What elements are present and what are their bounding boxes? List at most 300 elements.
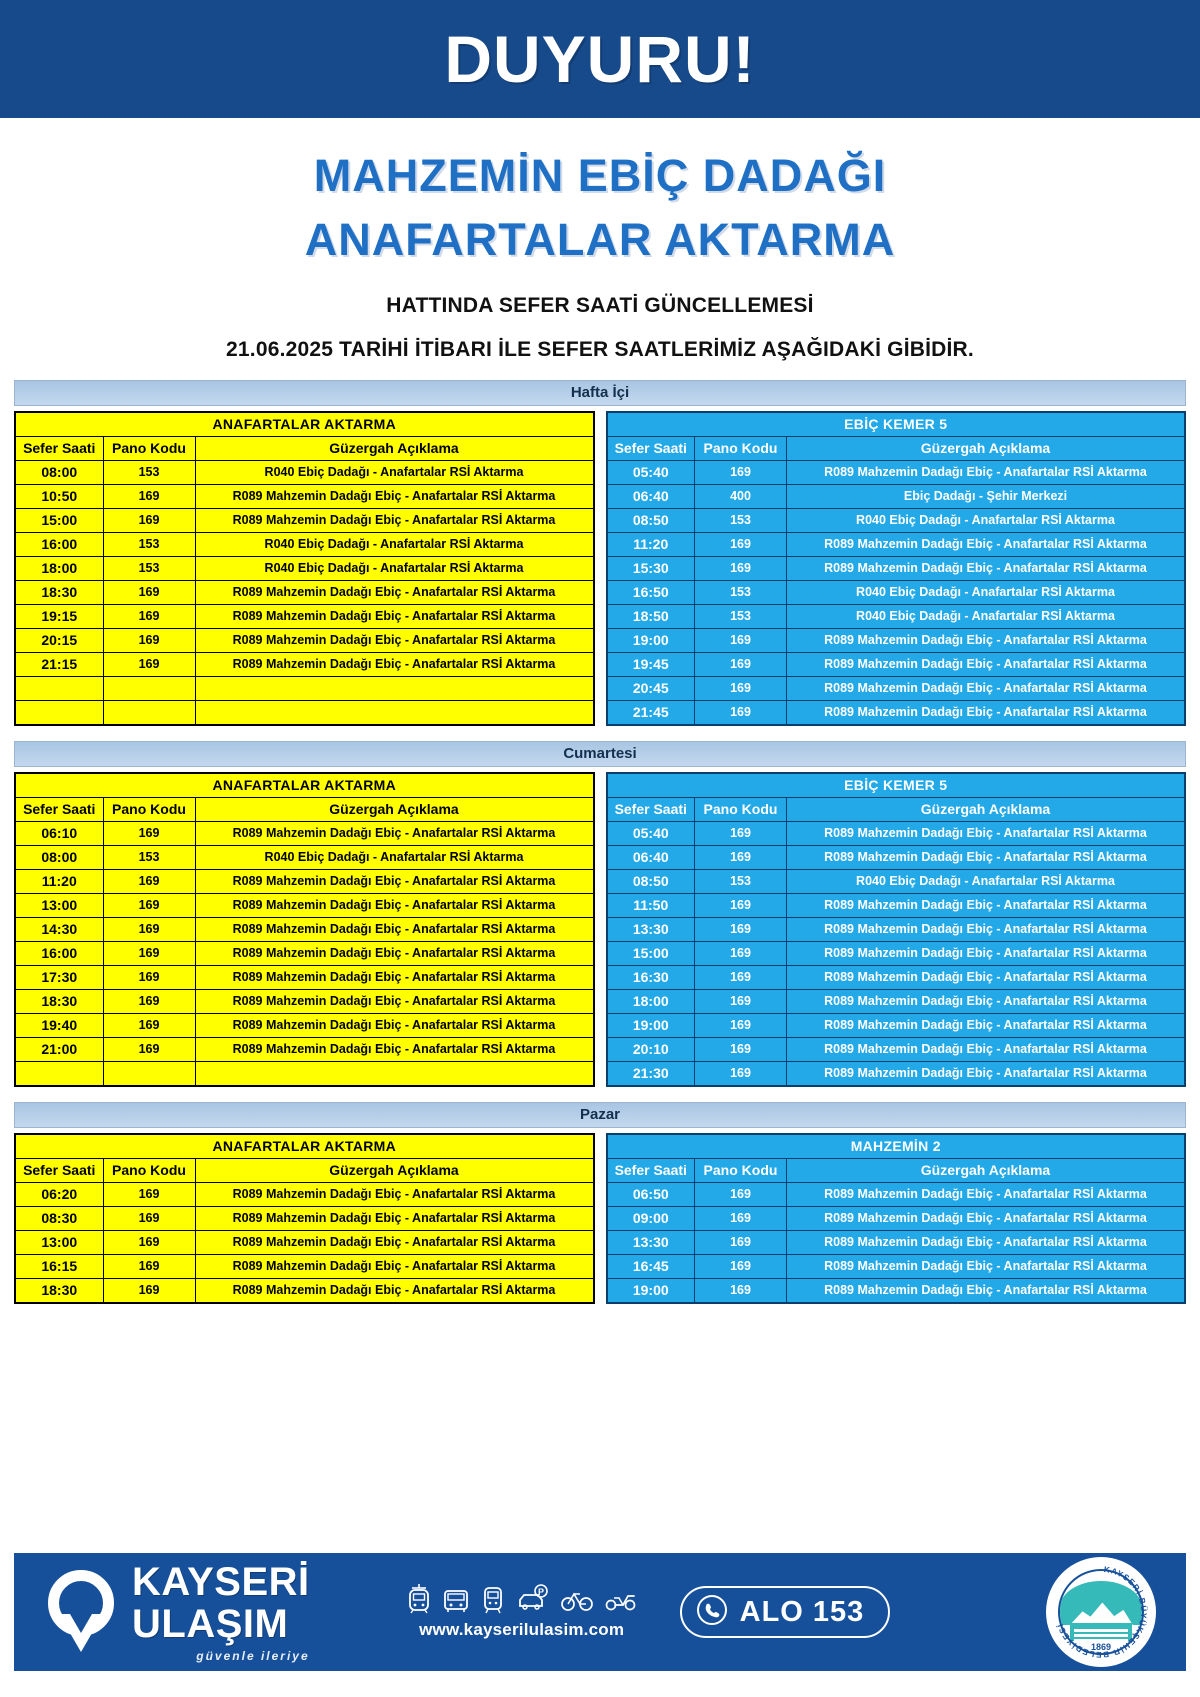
table-row [15, 652, 594, 676]
cell-departure-time: 17:30 [15, 965, 103, 989]
table-row [607, 917, 1186, 941]
cell-panel-code: 169 [695, 1254, 787, 1278]
day-header: Cumartesi [14, 741, 1186, 767]
cell-panel-code: 169 [695, 556, 787, 580]
table-row [607, 460, 1186, 484]
cell-departure-time: 19:00 [607, 1278, 695, 1303]
cell-panel-code: 169 [695, 460, 787, 484]
cell-route-description [195, 1061, 594, 1086]
cell-panel-code: 169 [695, 628, 787, 652]
cell-route-description: R089 Mahzemin Dadağı Ebiç - Anafartalar RSİ Aktarma [787, 1013, 1186, 1037]
route-title-line-2: ANAFARTALAR AKTARMA [304, 213, 896, 265]
table-row [15, 1013, 594, 1037]
table-row [607, 628, 1186, 652]
column-header-desc: Güzergah Açıklama [787, 436, 1186, 460]
schedule-table-right [606, 1133, 1187, 1304]
cell-panel-code: 169 [103, 821, 195, 845]
column-header-desc: Güzergah Açıklama [195, 1158, 594, 1182]
cell-departure-time: 06:20 [15, 1182, 103, 1206]
table-row [607, 869, 1186, 893]
route-title-line-1: MAHZEMİN EBİÇ DADAĞI [313, 150, 887, 201]
group-title: ANAFARTALAR AKTARMA [15, 1134, 594, 1159]
cell-panel-code: 169 [103, 580, 195, 604]
cell-route-description: R089 Mahzemin Dadağı Ebiç - Anafartalar RSİ Aktarma [787, 1254, 1186, 1278]
cell-departure-time: 21:30 [607, 1061, 695, 1086]
cell-departure-time: 11:20 [607, 532, 695, 556]
cell-panel-code: 169 [103, 628, 195, 652]
cell-departure-time: 11:20 [15, 869, 103, 893]
table-row [607, 1061, 1186, 1086]
table-row [15, 700, 594, 725]
column-header-desc: Güzergah Açıklama [787, 1158, 1186, 1182]
cell-route-description: R089 Mahzemin Dadağı Ebiç - Anafartalar RSİ Aktarma [787, 1230, 1186, 1254]
table-row [607, 580, 1186, 604]
cell-departure-time: 19:40 [15, 1013, 103, 1037]
cell-panel-code: 153 [103, 460, 195, 484]
cell-panel-code: 169 [695, 532, 787, 556]
cell-departure-time: 21:15 [15, 652, 103, 676]
cell-departure-time: 05:40 [607, 460, 695, 484]
cell-panel-code: 169 [695, 941, 787, 965]
cell-panel-code: 169 [103, 1278, 195, 1303]
cell-panel-code: 169 [695, 1278, 787, 1303]
cell-departure-time: 14:30 [15, 917, 103, 941]
kayseri-municipality-seal [1046, 1557, 1156, 1667]
table-row [15, 508, 594, 532]
svg-text:P: P [537, 1587, 544, 1597]
group-title-row [607, 773, 1186, 798]
column-header-row [15, 1158, 594, 1182]
hotline-number: ALO 153 [739, 1595, 865, 1628]
footer-bar [14, 1553, 1186, 1671]
cell-route-description: R089 Mahzemin Dadağı Ebiç - Anafartalar RSİ Aktarma [787, 893, 1186, 917]
cell-route-description: R089 Mahzemin Dadağı Ebiç - Anafartalar RSİ Aktarma [195, 1013, 594, 1037]
cell-departure-time [15, 676, 103, 700]
table-row [15, 941, 594, 965]
cell-departure-time: 21:45 [607, 700, 695, 725]
park-and-ride-icon [516, 1584, 550, 1614]
cell-route-description: R089 Mahzemin Dadağı Ebiç - Anafartalar RSİ Aktarma [787, 652, 1186, 676]
table-row [607, 1206, 1186, 1230]
cell-route-description: R089 Mahzemin Dadağı Ebiç - Anafartalar RSİ Aktarma [195, 821, 594, 845]
brand-line-1: KAYSERİ [132, 1560, 310, 1604]
table-row [15, 869, 594, 893]
cell-panel-code: 169 [695, 1061, 787, 1086]
table-row [15, 484, 594, 508]
group-title: MAHZEMİN 2 [607, 1134, 1186, 1159]
cell-departure-time: 18:00 [15, 556, 103, 580]
schedule-table [14, 1133, 595, 1304]
cell-panel-code [103, 676, 195, 700]
schedule-table [14, 772, 595, 1087]
cell-route-description: R089 Mahzemin Dadağı Ebiç - Anafartalar RSİ Aktarma [195, 1278, 594, 1303]
table-row [607, 556, 1186, 580]
cell-route-description: R089 Mahzemin Dadağı Ebiç - Anafartalar RSİ Aktarma [195, 1254, 594, 1278]
column-header-desc: Güzergah Açıklama [787, 797, 1186, 821]
column-header-time: Sefer Saati [15, 436, 103, 460]
cell-departure-time: 06:40 [607, 484, 695, 508]
train-icon [480, 1584, 506, 1614]
schedule-area [14, 380, 1186, 1304]
schedule-table [606, 1133, 1187, 1304]
subtitle: HATTINDA SEFER SAATİ GÜNCELLEMESİ [386, 293, 814, 317]
cell-panel-code: 169 [103, 989, 195, 1013]
cell-route-description [195, 676, 594, 700]
schedule-table [606, 411, 1187, 726]
cell-route-description [195, 700, 594, 725]
cell-departure-time: 16:15 [15, 1254, 103, 1278]
cell-route-description: R089 Mahzemin Dadağı Ebiç - Anafartalar RSİ Aktarma [787, 821, 1186, 845]
table-row [15, 532, 594, 556]
cell-panel-code: 169 [695, 1230, 787, 1254]
schedule-table [606, 772, 1187, 1087]
table-row [607, 532, 1186, 556]
cell-route-description: R089 Mahzemin Dadağı Ebiç - Anafartalar RSİ Aktarma [787, 1206, 1186, 1230]
table-row [15, 580, 594, 604]
table-row [607, 1278, 1186, 1303]
cell-panel-code: 169 [695, 821, 787, 845]
table-row [607, 845, 1186, 869]
cell-departure-time: 19:15 [15, 604, 103, 628]
cell-route-description: R089 Mahzemin Dadağı Ebiç - Anafartalar RSİ Aktarma [787, 989, 1186, 1013]
schedule-table-left [14, 772, 595, 1087]
cell-panel-code: 169 [695, 965, 787, 989]
mode-icons-row [406, 1584, 638, 1614]
cell-panel-code [103, 700, 195, 725]
table-row [15, 460, 594, 484]
column-header-desc: Güzergah Açıklama [195, 797, 594, 821]
cell-route-description: R089 Mahzemin Dadağı Ebiç - Anafartalar RSİ Aktarma [195, 1037, 594, 1061]
cell-route-description: R040 Ebiç Dadağı - Anafartalar RSİ Aktarma [787, 604, 1186, 628]
table-row [607, 652, 1186, 676]
cell-route-description: R089 Mahzemin Dadağı Ebiç - Anafartalar RSİ Aktarma [195, 628, 594, 652]
bicycle-icon [560, 1584, 594, 1614]
table-row [15, 989, 594, 1013]
table-row [15, 893, 594, 917]
cell-departure-time: 06:50 [607, 1182, 695, 1206]
column-header-code: Pano Kodu [103, 436, 195, 460]
cell-route-description: R040 Ebiç Dadağı - Anafartalar RSİ Aktarma [787, 508, 1186, 532]
cell-panel-code: 153 [103, 532, 195, 556]
table-row [15, 917, 594, 941]
group-title: EBİÇ KEMER 5 [607, 773, 1186, 798]
cell-departure-time: 08:30 [15, 1206, 103, 1230]
cell-departure-time [15, 1061, 103, 1086]
column-header-desc: Güzergah Açıklama [195, 436, 594, 460]
table-row [15, 1182, 594, 1206]
cell-departure-time: 13:30 [607, 1230, 695, 1254]
cell-panel-code: 400 [695, 484, 787, 508]
cell-panel-code: 169 [695, 845, 787, 869]
cell-departure-time: 18:50 [607, 604, 695, 628]
cell-route-description: R040 Ebiç Dadağı - Anafartalar RSİ Aktarma [195, 460, 594, 484]
cell-departure-time: 19:00 [607, 1013, 695, 1037]
table-row [607, 1037, 1186, 1061]
column-header-row [607, 436, 1186, 460]
table-row [15, 1206, 594, 1230]
day-block [14, 1102, 1186, 1304]
cell-panel-code: 169 [103, 1230, 195, 1254]
table-row [607, 965, 1186, 989]
cell-route-description: R089 Mahzemin Dadağı Ebiç - Anafartalar RSİ Aktarma [787, 1182, 1186, 1206]
cell-panel-code: 153 [103, 845, 195, 869]
cell-route-description: R089 Mahzemin Dadağı Ebiç - Anafartalar RSİ Aktarma [787, 917, 1186, 941]
cell-departure-time [15, 700, 103, 725]
cell-route-description: R089 Mahzemin Dadağı Ebiç - Anafartalar RSİ Aktarma [195, 484, 594, 508]
table-row [15, 628, 594, 652]
cell-departure-time: 16:50 [607, 580, 695, 604]
scooter-icon [604, 1584, 638, 1614]
cell-route-description: R089 Mahzemin Dadağı Ebiç - Anafartalar RSİ Aktarma [195, 604, 594, 628]
effective-date-note: 21.06.2025 TARİHİ İTİBARI İLE SEFER SAATLERİMİZ AŞAĞIDAKİ GİBİDİR. [226, 337, 974, 361]
cell-departure-time: 15:00 [607, 941, 695, 965]
cell-panel-code: 169 [103, 893, 195, 917]
column-header-code: Pano Kodu [103, 797, 195, 821]
cell-route-description: R089 Mahzemin Dadağı Ebiç - Anafartalar RSİ Aktarma [787, 845, 1186, 869]
group-title-row [607, 1134, 1186, 1159]
cell-route-description: R089 Mahzemin Dadağı Ebiç - Anafartalar RSİ Aktarma [195, 917, 594, 941]
cell-route-description: R089 Mahzemin Dadağı Ebiç - Anafartalar RSİ Aktarma [787, 556, 1186, 580]
table-row [15, 821, 594, 845]
cell-panel-code: 169 [695, 1013, 787, 1037]
location-pin-icon [44, 1570, 118, 1654]
cell-panel-code: 169 [103, 965, 195, 989]
group-title: ANAFARTALAR AKTARMA [15, 773, 594, 798]
cell-panel-code: 169 [103, 652, 195, 676]
column-header-row [15, 797, 594, 821]
table-row [15, 845, 594, 869]
group-title: ANAFARTALAR AKTARMA [15, 412, 594, 437]
cell-panel-code: 169 [103, 869, 195, 893]
cell-departure-time: 13:00 [15, 1230, 103, 1254]
column-header-code: Pano Kodu [103, 1158, 195, 1182]
cell-route-description: R089 Mahzemin Dadağı Ebiç - Anafartalar RSİ Aktarma [195, 1182, 594, 1206]
group-title-row [15, 1134, 594, 1159]
cell-panel-code: 169 [103, 1254, 195, 1278]
day-tables [14, 1133, 1186, 1304]
table-row [607, 1013, 1186, 1037]
cell-panel-code: 169 [695, 652, 787, 676]
cell-route-description: R089 Mahzemin Dadağı Ebiç - Anafartalar RSİ Aktarma [195, 652, 594, 676]
cell-panel-code: 169 [103, 1206, 195, 1230]
cell-departure-time: 13:30 [607, 917, 695, 941]
table-row [607, 893, 1186, 917]
cell-departure-time: 11:50 [607, 893, 695, 917]
schedule-table-left [14, 1133, 595, 1304]
hotline-button[interactable] [680, 1586, 891, 1638]
cell-departure-time: 08:50 [607, 869, 695, 893]
cell-departure-time: 09:00 [607, 1206, 695, 1230]
cell-departure-time: 16:00 [15, 941, 103, 965]
schedule-table-right [606, 772, 1187, 1087]
cell-panel-code: 169 [103, 1182, 195, 1206]
cell-departure-time: 10:50 [15, 484, 103, 508]
day-block [14, 380, 1186, 726]
day-block [14, 741, 1186, 1087]
cell-panel-code: 169 [695, 917, 787, 941]
table-row [15, 1278, 594, 1303]
column-header-time: Sefer Saati [607, 1158, 695, 1182]
cell-departure-time: 06:40 [607, 845, 695, 869]
seal-ring-text [1049, 1560, 1153, 1664]
cell-panel-code: 169 [103, 508, 195, 532]
cell-panel-code: 153 [695, 869, 787, 893]
group-title-row [15, 773, 594, 798]
table-row [607, 1230, 1186, 1254]
cell-departure-time: 16:30 [607, 965, 695, 989]
cell-route-description: R089 Mahzemin Dadağı Ebiç - Anafartalar RSİ Aktarma [195, 580, 594, 604]
cell-panel-code [103, 1061, 195, 1086]
cell-route-description: R040 Ebiç Dadağı - Anafartalar RSİ Aktarma [195, 556, 594, 580]
kayseri-ulasim-logo [44, 1562, 310, 1662]
column-header-time: Sefer Saati [607, 436, 695, 460]
column-header-time: Sefer Saati [607, 797, 695, 821]
svg-text:KAYSERİ BÜYÜKŞEHİR BELEDİYESİ: KAYSERİ BÜYÜKŞEHİR BELEDİYESİ [1055, 1565, 1149, 1660]
table-row [15, 1230, 594, 1254]
cell-panel-code: 169 [695, 989, 787, 1013]
cell-departure-time: 19:45 [607, 652, 695, 676]
table-row [15, 965, 594, 989]
brand-tagline: güvenle ileriye [196, 1649, 310, 1663]
bus-icon [442, 1584, 470, 1614]
cell-route-description: R089 Mahzemin Dadağı Ebiç - Anafartalar RSİ Aktarma [195, 1206, 594, 1230]
schedule-table-left [14, 411, 595, 726]
cell-departure-time: 16:00 [15, 532, 103, 556]
cell-panel-code: 169 [695, 676, 787, 700]
table-row [15, 604, 594, 628]
group-title-row [607, 412, 1186, 437]
cell-panel-code: 169 [695, 1037, 787, 1061]
cell-route-description: R089 Mahzemin Dadağı Ebiç - Anafartalar RSİ Aktarma [787, 1037, 1186, 1061]
cell-route-description: R089 Mahzemin Dadağı Ebiç - Anafartalar RSİ Aktarma [787, 676, 1186, 700]
cell-route-description: R089 Mahzemin Dadağı Ebiç - Anafartalar RSİ Aktarma [787, 460, 1186, 484]
cell-panel-code: 153 [695, 604, 787, 628]
cell-departure-time: 20:10 [607, 1037, 695, 1061]
cell-departure-time: 15:30 [607, 556, 695, 580]
cell-departure-time: 05:40 [607, 821, 695, 845]
cell-panel-code: 169 [103, 604, 195, 628]
cell-panel-code: 169 [103, 1037, 195, 1061]
cell-panel-code: 169 [695, 1206, 787, 1230]
banner-title: DUYURU! [444, 22, 756, 96]
cell-panel-code: 169 [103, 484, 195, 508]
table-row [607, 989, 1186, 1013]
table-row [607, 676, 1186, 700]
cell-departure-time: 18:30 [15, 580, 103, 604]
table-row [15, 676, 594, 700]
cell-departure-time: 08:00 [15, 460, 103, 484]
column-header-time: Sefer Saati [15, 797, 103, 821]
column-header-code: Pano Kodu [695, 436, 787, 460]
cell-departure-time: 08:50 [607, 508, 695, 532]
cell-departure-time: 20:45 [607, 676, 695, 700]
website-url[interactable]: www.kayserilulasim.com [419, 1620, 625, 1639]
table-row [607, 604, 1186, 628]
column-header-row [607, 797, 1186, 821]
cell-route-description: R089 Mahzemin Dadağı Ebiç - Anafartalar RSİ Aktarma [195, 989, 594, 1013]
cell-route-description: R040 Ebiç Dadağı - Anafartalar RSİ Aktarma [787, 580, 1186, 604]
cell-departure-time: 15:00 [15, 508, 103, 532]
cell-departure-time: 19:00 [607, 628, 695, 652]
schedule-table-right [606, 411, 1187, 726]
cell-route-description: R089 Mahzemin Dadağı Ebiç - Anafartalar RSİ Aktarma [787, 941, 1186, 965]
table-row [607, 484, 1186, 508]
cell-route-description: R089 Mahzemin Dadağı Ebiç - Anafartalar RSİ Aktarma [195, 893, 594, 917]
cell-panel-code: 169 [103, 917, 195, 941]
table-row [607, 700, 1186, 725]
seal-year: 1869 [1090, 1642, 1112, 1652]
cell-panel-code: 169 [695, 893, 787, 917]
cell-route-description: R089 Mahzemin Dadağı Ebiç - Anafartalar RSİ Aktarma [787, 965, 1186, 989]
cell-route-description: R089 Mahzemin Dadağı Ebiç - Anafartalar RSİ Aktarma [787, 532, 1186, 556]
cell-route-description: R089 Mahzemin Dadağı Ebiç - Anafartalar RSİ Aktarma [787, 628, 1186, 652]
cell-panel-code: 169 [103, 941, 195, 965]
cell-panel-code: 169 [103, 1013, 195, 1037]
phone-icon [696, 1594, 728, 1631]
column-header-time: Sefer Saati [15, 1158, 103, 1182]
day-tables [14, 411, 1186, 726]
cell-departure-time: 18:30 [15, 989, 103, 1013]
cell-departure-time: 08:00 [15, 845, 103, 869]
tram-icon [406, 1584, 432, 1614]
cell-panel-code: 153 [695, 580, 787, 604]
cell-departure-time: 21:00 [15, 1037, 103, 1061]
table-row [15, 556, 594, 580]
column-header-row [15, 436, 594, 460]
cell-route-description: R040 Ebiç Dadağı - Anafartalar RSİ Aktarma [787, 869, 1186, 893]
table-row [15, 1061, 594, 1086]
column-header-code: Pano Kodu [695, 797, 787, 821]
cell-route-description: R040 Ebiç Dadağı - Anafartalar RSİ Aktarma [195, 845, 594, 869]
day-header: Pazar [14, 1102, 1186, 1128]
cell-departure-time: 18:00 [607, 989, 695, 1013]
announcement-banner [0, 0, 1200, 118]
day-tables [14, 772, 1186, 1087]
cell-departure-time: 06:10 [15, 821, 103, 845]
table-row [607, 821, 1186, 845]
cell-route-description: R089 Mahzemin Dadağı Ebiç - Anafartalar RSİ Aktarma [195, 869, 594, 893]
cell-panel-code: 153 [103, 556, 195, 580]
cell-panel-code: 169 [695, 1182, 787, 1206]
cell-route-description: Ebiç Dadağı - Şehir Merkezi [787, 484, 1186, 508]
group-title: EBİÇ KEMER 5 [607, 412, 1186, 437]
cell-departure-time: 16:45 [607, 1254, 695, 1278]
cell-departure-time: 18:30 [15, 1278, 103, 1303]
table-row [607, 1182, 1186, 1206]
table-row [15, 1037, 594, 1061]
table-row [607, 508, 1186, 532]
cell-route-description: R089 Mahzemin Dadağı Ebiç - Anafartalar RSİ Aktarma [195, 508, 594, 532]
cell-departure-time: 13:00 [15, 893, 103, 917]
title-block [0, 118, 1200, 362]
cell-route-description: R089 Mahzemin Dadağı Ebiç - Anafartalar RSİ Aktarma [787, 1061, 1186, 1086]
table-row [607, 1254, 1186, 1278]
cell-route-description: R040 Ebiç Dadağı - Anafartalar RSİ Aktarma [195, 532, 594, 556]
cell-departure-time: 20:15 [15, 628, 103, 652]
schedule-table [14, 411, 595, 726]
cell-route-description: R089 Mahzemin Dadağı Ebiç - Anafartalar RSİ Aktarma [195, 965, 594, 989]
table-row [15, 1254, 594, 1278]
brand-line-2: ULAŞIM [132, 1602, 289, 1646]
cell-panel-code: 169 [695, 700, 787, 725]
cell-route-description: R089 Mahzemin Dadağı Ebiç - Anafartalar RSİ Aktarma [787, 1278, 1186, 1303]
cell-route-description: R089 Mahzemin Dadağı Ebiç - Anafartalar RSİ Aktarma [195, 941, 594, 965]
group-title-row [15, 412, 594, 437]
column-header-code: Pano Kodu [695, 1158, 787, 1182]
day-header: Hafta İçi [14, 380, 1186, 406]
column-header-row [607, 1158, 1186, 1182]
cell-route-description: R089 Mahzemin Dadağı Ebiç - Anafartalar RSİ Aktarma [195, 1230, 594, 1254]
